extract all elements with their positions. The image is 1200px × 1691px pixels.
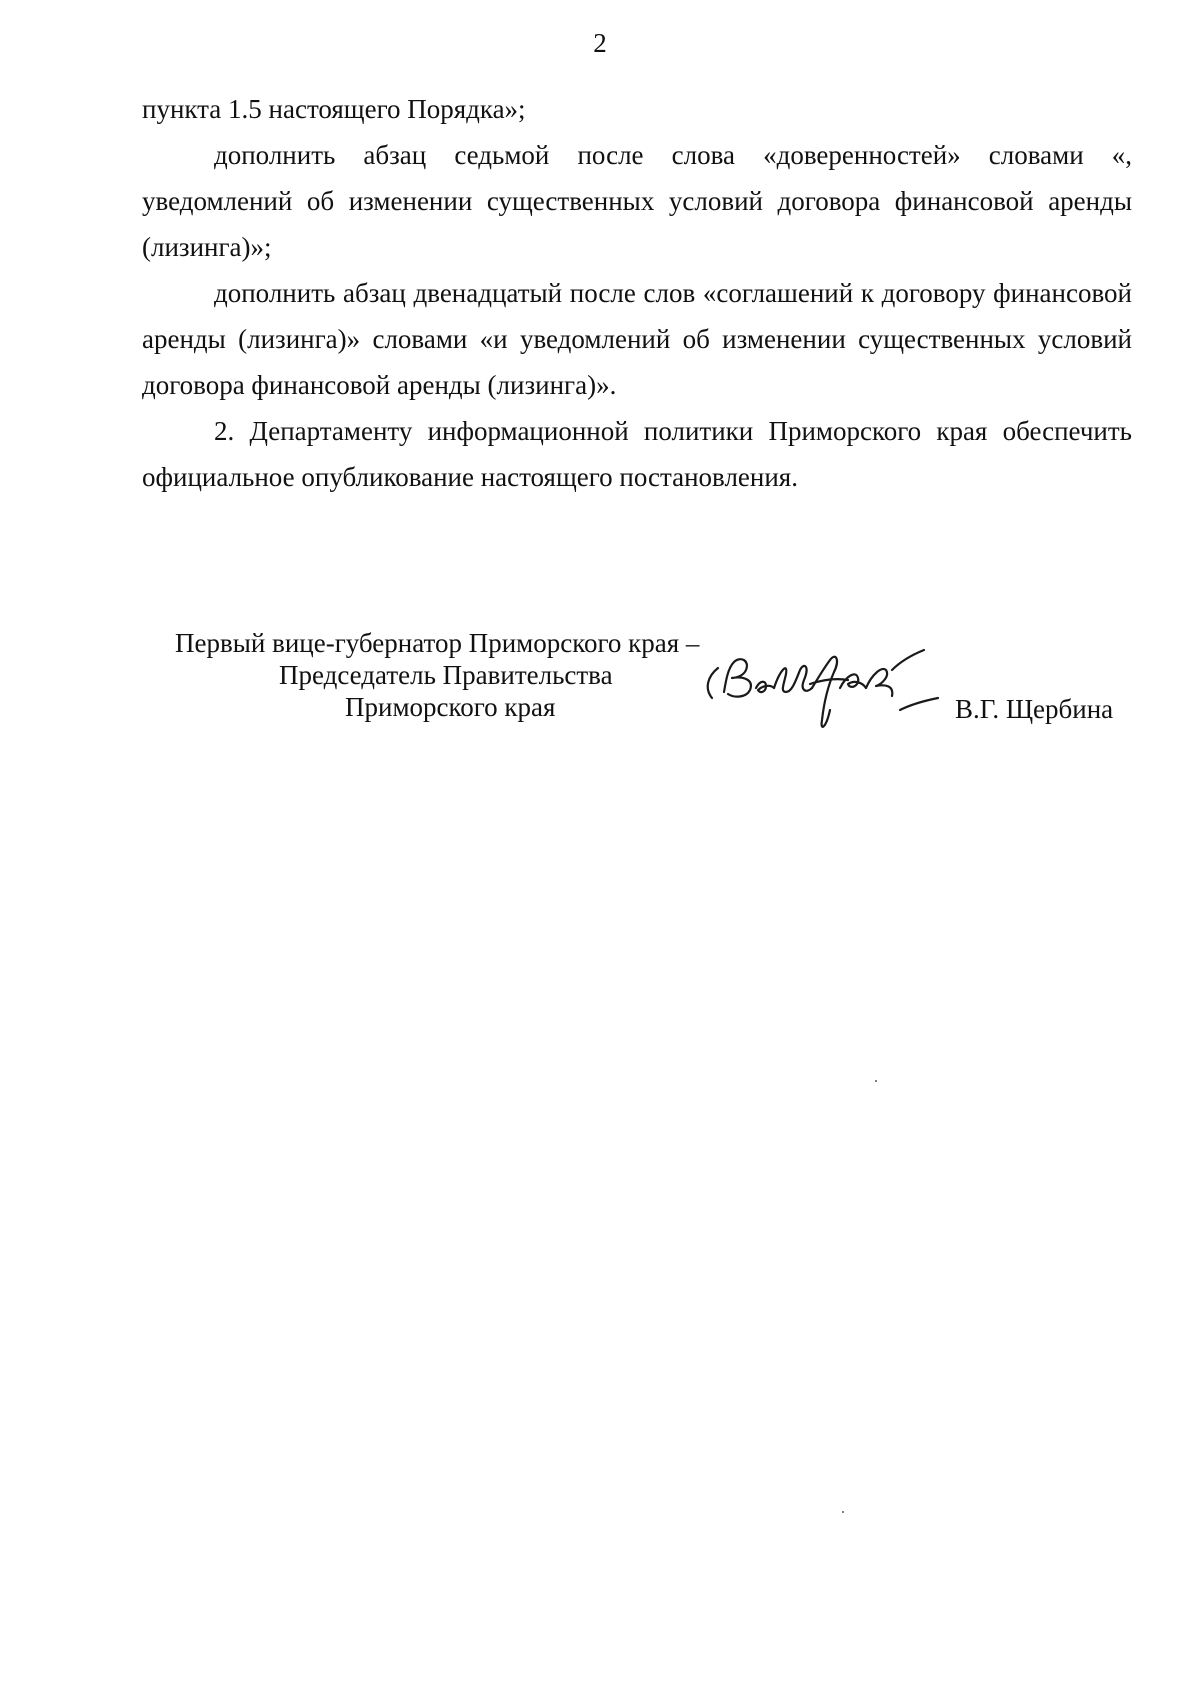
document-body: [142, 86, 1132, 500]
page-number: 2: [593, 28, 607, 58]
scan-speck: [842, 1511, 844, 1513]
position-line: Приморского края: [345, 692, 556, 722]
handwritten-signature-icon: [700, 640, 940, 740]
paragraph-amendment-12: дополнить абзац двенадцатый после слов «соглашений к договору финансовой аренды (лизинга)» словами «и уведомлений об изменении существенных условий договора финансовой аренды (лизинга)».: [142, 278, 1132, 400]
paragraph-continuation: пункта 1.5 настоящего Порядка»;: [142, 94, 526, 124]
scan-speck: [875, 1080, 877, 1082]
signatory-position: [175, 627, 715, 723]
position-line: Первый вице-губернатор Приморского края –: [175, 628, 700, 658]
paragraph-amendment-7: дополнить абзац седьмой после слова «доверенностей» словами «, уведомлений об изменении существенных условий договора финансовой аренды (лизинга)»;: [142, 140, 1132, 262]
paragraph-publication: 2. Департаменту информационной политики Приморского края обеспечить официальное опубликование настоящего постановления.: [142, 416, 1132, 492]
position-line: Председатель Правительства: [279, 660, 613, 690]
signer-name: В.Г. Щербина: [955, 694, 1114, 724]
